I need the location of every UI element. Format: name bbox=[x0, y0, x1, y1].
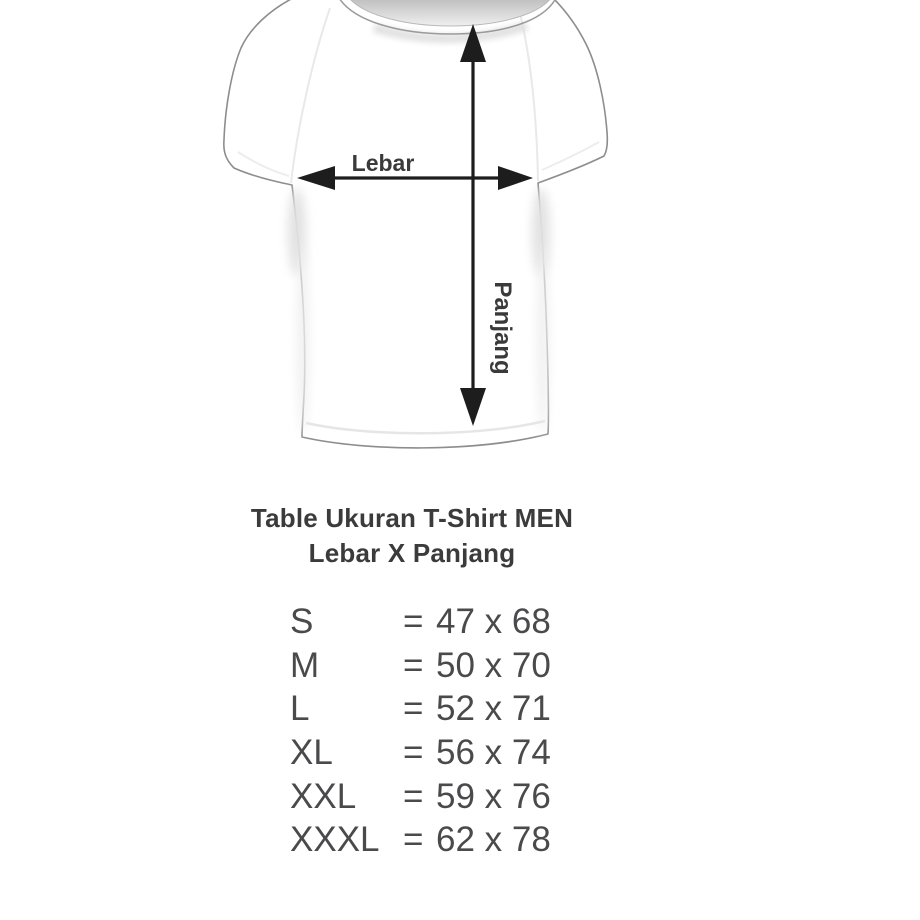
right-side-shade bbox=[537, 245, 549, 435]
length-arrow-label: Panjang bbox=[489, 281, 516, 375]
size-dimensions: 52 x 71 bbox=[436, 689, 551, 729]
width-arrow-label: Lebar bbox=[351, 150, 415, 176]
size-row-xxl bbox=[290, 775, 600, 819]
size-label: XL bbox=[290, 732, 333, 772]
size-row-m bbox=[290, 644, 600, 688]
size-row-xl bbox=[290, 731, 600, 775]
size-table-title-line1: Table Ukuran T-Shirt MEN bbox=[250, 503, 574, 533]
equals-sign: = bbox=[403, 689, 424, 729]
equals-sign: = bbox=[403, 601, 424, 641]
left-side-shade bbox=[297, 245, 309, 435]
size-row-l bbox=[290, 687, 600, 731]
size-label: M bbox=[290, 645, 320, 685]
equals-sign: = bbox=[403, 732, 424, 772]
size-label: XXXL bbox=[290, 820, 380, 860]
size-label: XXL bbox=[290, 776, 357, 816]
equals-sign: = bbox=[403, 776, 424, 816]
equals-sign: = bbox=[403, 645, 424, 685]
size-dimensions: 59 x 76 bbox=[436, 776, 551, 816]
size-row-xxxl bbox=[290, 818, 600, 862]
size-table-title bbox=[58, 501, 766, 571]
size-dimensions: 50 x 70 bbox=[436, 645, 551, 685]
size-label: S bbox=[290, 601, 314, 641]
size-dimensions: 56 x 74 bbox=[436, 732, 551, 772]
size-label: L bbox=[290, 689, 310, 729]
size-dimensions: 47 x 68 bbox=[436, 601, 551, 641]
size-list bbox=[290, 600, 600, 862]
size-table-title-line2: Lebar X Panjang bbox=[308, 538, 516, 568]
size-row-s bbox=[290, 600, 600, 644]
equals-sign: = bbox=[403, 820, 424, 860]
size-dimensions: 62 x 78 bbox=[436, 820, 551, 860]
